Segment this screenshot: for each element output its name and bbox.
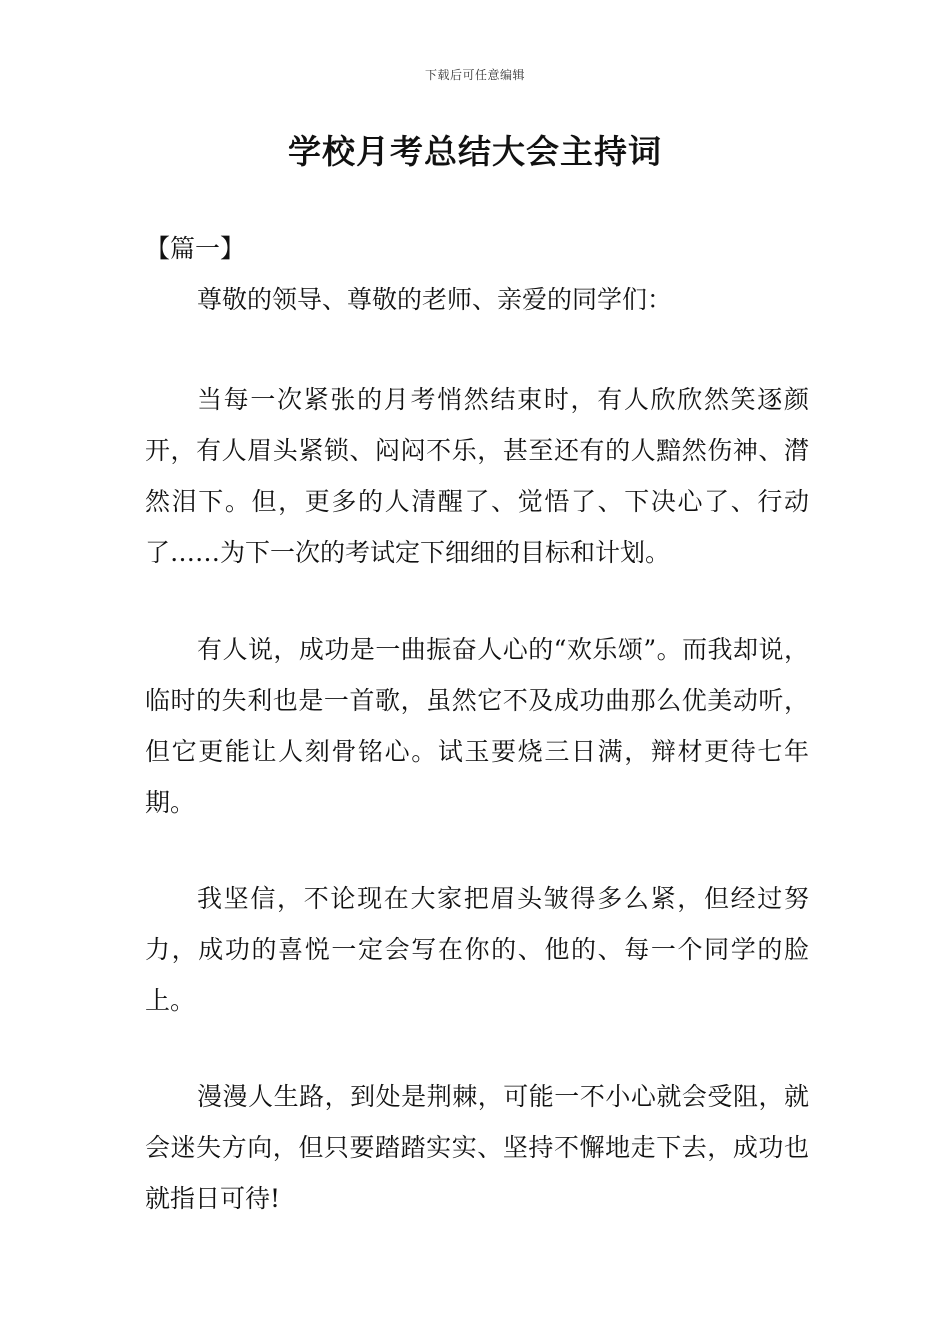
section-label <box>145 223 809 274</box>
paragraph-2: 有人说，成功是一曲振奋人心的“欢乐颂”。而我却说，临时的失利也是一首歌，虽然它不及成功曲那么优美动听，但它更能让人刻骨铭心。试玉要烧三日满，辩材更待七年期。 <box>145 635 809 817</box>
section-label-text: 【篇一】 <box>145 234 246 263</box>
paragraph-3: 我坚信，不论现在大家把眉头皱得多么紧，但经过努力，成功的喜悦一定会写在你的、他的、每一个同学的脸上。 <box>145 884 809 1015</box>
document-title: 学校月考总结大会主持词 <box>288 132 662 171</box>
paragraph-1: 当每一次紧张的月考悄然结束时，有人欣欣然笑逐颜开，有人眉头紧锁、闷闷不乐，甚至还有的人黯然伤神、潸然泪下。但，更多的人清醒了、觉悟了、下决心了、行动了……为下一次的考试定下细细的目标和计划。 <box>145 385 809 567</box>
paragraph-4: 漫漫人生路，到处是荆棘，可能一不小心就会受阻，就会迷失方向，但只要踏踏实实、坚持不懈地走下去，成功也就指日可待! <box>145 1082 809 1213</box>
header-note: 下载后可任意编辑 <box>424 68 525 82</box>
salutation: 尊敬的领导、尊敬的老师、亲爱的同学们： <box>197 285 673 314</box>
